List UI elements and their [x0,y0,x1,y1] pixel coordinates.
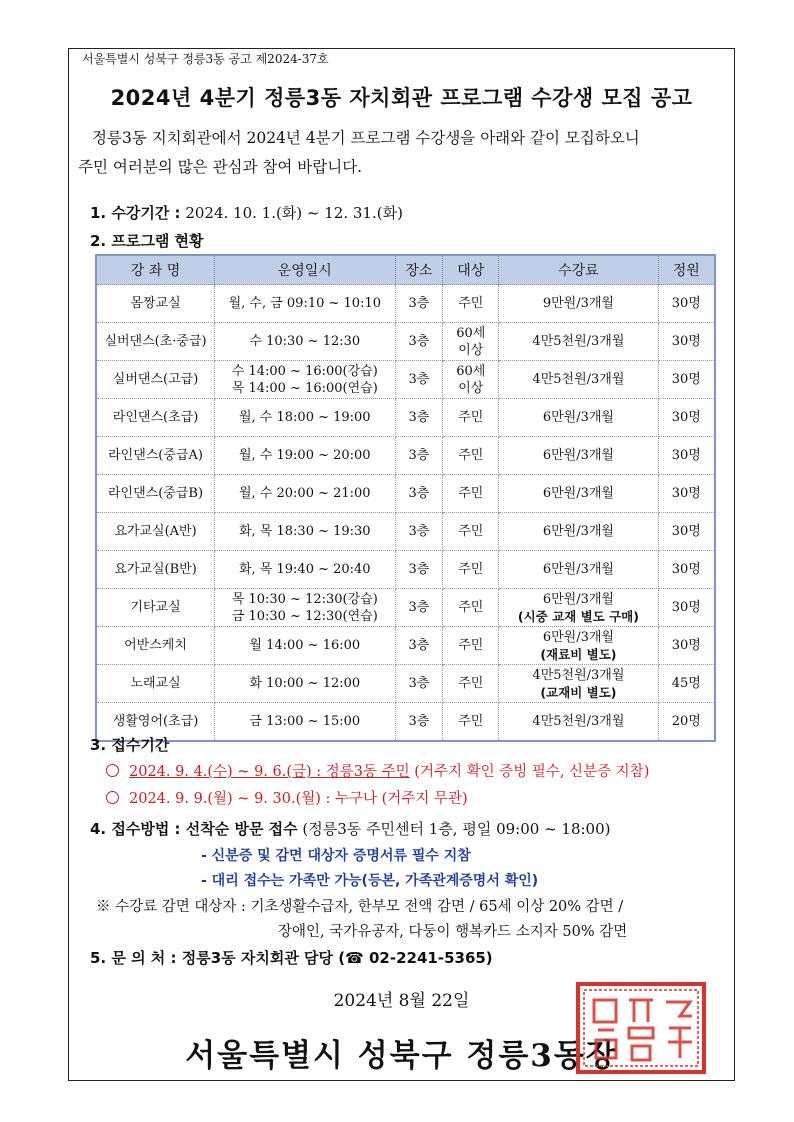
target-text: 60세 [456,325,486,341]
method-note-1: - 신분증 및 감면 대상자 증명서류 필수 지참 [201,848,471,864]
fee-text: 4만5천원/3개월 [532,667,625,683]
schedule-text: 수 14:00 ~ 16:00(강습) [231,363,378,379]
section-2-label: 2. 프로그램 현황 [90,232,204,250]
course-name-text: 라인댄스(초급) [112,410,199,425]
cell-schedule [215,361,395,399]
schedule-text: 금 10:30 ~ 12:30(연습) [231,608,378,624]
cell-fee [499,703,658,742]
cell-fee [499,551,658,589]
table-row [96,323,715,361]
cell-fee [499,285,658,323]
intro-line-2: 주민 여러분의 많은 관심과 참여 바랍니다. [78,158,363,176]
capacity-text: 30명 [671,562,701,577]
table-row [96,285,715,323]
cell-schedule [215,703,395,742]
target-text: 주민 [458,486,484,501]
cell-capacity [658,285,715,323]
place-text: 3층 [408,638,430,653]
table-header-row [96,255,715,285]
cell-place [395,285,443,323]
schedule-text: 화 10:00 ~ 12:00 [249,676,361,691]
schedule-text: 월, 수 18:00 ~ 19:00 [238,410,371,425]
fee-text: 9만원/3개월 [542,296,614,311]
cell-target [443,665,499,703]
section-4-label: 4. 접수방법 : 선착순 방문 접수 [90,820,298,838]
official-seal [574,980,708,1076]
section-4-detail: (정릉3동 주민센터 1층, 평일 09:00 ~ 18:00) [297,820,611,838]
cell-target [443,323,499,361]
capacity-text: 30명 [671,410,701,425]
notice-number: 서울특별시 성북구 정릉3동 공고 제2024-37호 [82,52,329,66]
fee-text: 6만원/3개월 [542,524,614,539]
cell-place [395,513,443,551]
cell-schedule [215,589,395,627]
reception-period-1-note: (거주지 확인 증빙 필수, 신분증 지참) [409,764,650,780]
program-table [95,254,716,742]
capacity-text: 30명 [671,486,701,501]
schedule-text: 월, 수 19:00 ~ 20:00 [238,448,371,463]
reception-period-2-text: 2024. 9. 9.(월) ~ 9. 30.(월) : 누구나 (거주지 무관) [129,791,468,807]
capacity-text: 30명 [671,638,701,653]
target-text: 주민 [458,676,484,691]
fee-text: 6만원/3개월 [542,486,614,501]
fee-text: 6만원/3개월 [542,591,614,607]
place-text: 3층 [408,410,430,425]
cell-target [443,703,499,742]
section-1 [90,202,403,223]
table-row [96,399,715,437]
cell-schedule [215,437,395,475]
section-3-label: 3. 접수기간 [90,736,170,754]
section-1-value: 2024. 10. 1.(화) ~ 12. 31.(화) [180,204,403,222]
intro-paragraph [78,124,728,182]
discount-line-2: 장애인, 국가유공자, 다둥이 행복카드 소지자 50% 감면 [278,924,628,940]
cell-capacity [658,513,715,551]
cell-fee [499,589,658,627]
cell-schedule [215,399,395,437]
cell-schedule [215,285,395,323]
cell-target [443,437,499,475]
place-text: 3층 [408,562,430,577]
cell-course-name [96,399,215,437]
course-name-text: 요가교실(A반) [114,524,197,539]
place-text: 3층 [408,448,430,463]
header-fee: 수강료 [499,255,658,285]
course-name-text: 라인댄스(중급B) [108,486,204,501]
fee-text: 4만5천원/3개월 [532,714,625,729]
place-text: 3층 [408,600,430,615]
fee-text: 4만5천원/3개월 [532,372,625,387]
section-1-label: 1. 수강기간 : [90,204,181,222]
reception-period-1-main: 2024. 9. 4.(수) ~ 9. 6.(금) : 정릉3동 주민 [129,764,410,780]
fee-text: 6만원/3개월 [542,448,614,463]
cell-place [395,627,443,665]
table-row [96,437,715,475]
circle-bullet-icon [106,791,119,804]
cell-place [395,437,443,475]
cell-place [395,323,443,361]
table-row [96,665,715,703]
cell-schedule [215,323,395,361]
target-text: 주민 [458,524,484,539]
schedule-text: 목 10:30 ~ 12:30(강습) [231,591,378,607]
table-row [96,361,715,399]
target-text: 이상 [458,342,484,358]
course-name-text: 라인댄스(중급A) [108,448,203,463]
target-text: 주민 [458,638,484,653]
target-text: 60세 [456,363,486,379]
target-text: 이상 [458,380,484,396]
place-text: 3층 [408,676,430,691]
cell-place [395,665,443,703]
table-row [96,589,715,627]
course-name-text: 노래교실 [130,676,181,691]
cell-target [443,475,499,513]
cell-schedule [215,551,395,589]
reception-period-1 [106,760,649,781]
target-text: 주민 [458,410,484,425]
target-text: 주민 [458,562,484,577]
cell-course-name [96,589,215,627]
place-text: 3층 [408,372,430,387]
capacity-text: 30명 [671,334,701,349]
cell-course-name [96,323,215,361]
cell-target [443,551,499,589]
cell-fee [499,437,658,475]
cell-fee [499,399,658,437]
cell-schedule [215,475,395,513]
schedule-text: 월, 수 20:00 ~ 21:00 [238,486,371,501]
course-name-text: 실버댄스(고급) [112,372,199,387]
header-target: 대상 [443,255,499,285]
capacity-text: 30명 [671,296,701,311]
program-table-body [96,285,715,742]
target-text: 주민 [458,714,484,729]
course-name-text: 어반스케치 [124,638,187,653]
cell-capacity [658,361,715,399]
fee-text: 6만원/3개월 [542,629,614,645]
schedule-text: 수 10:30 ~ 12:30 [249,334,361,349]
cell-course-name [96,475,215,513]
discount-line-1: ※ 수강료 감면 대상자 : 기초생활수급자, 한부모 전액 감면 / 65세 이상 20% 감면 / [96,899,624,915]
capacity-text: 30명 [671,448,701,463]
method-note-2: - 대리 접수는 가족만 가능(등본, 가족관계증명서 확인) [201,873,539,889]
cell-capacity [658,665,715,703]
cell-fee [499,475,658,513]
cell-target [443,589,499,627]
cell-fee [499,627,658,665]
fee-text: 4만5천원/3개월 [532,334,625,349]
cell-capacity [658,589,715,627]
cell-course-name [96,627,215,665]
course-name-text: 실버댄스(초·중급) [104,334,207,349]
section-4 [90,818,611,839]
cell-course-name [96,513,215,551]
cell-place [395,551,443,589]
cell-place [395,589,443,627]
cell-capacity [658,551,715,589]
schedule-text: 월, 수, 금 09:10 ~ 10:10 [228,296,381,311]
place-text: 3층 [408,714,430,729]
cell-course-name [96,551,215,589]
cell-schedule [215,513,395,551]
place-text: 3층 [408,486,430,501]
capacity-text: 30명 [671,524,701,539]
table-row [96,627,715,665]
cell-course-name [96,437,215,475]
cell-schedule [215,665,395,703]
course-name-text: 요가교실(B반) [114,562,197,577]
course-name-text: 기타교실 [130,600,181,615]
intro-line-1: 정릉3동 지치회관에서 2024년 4분기 프로그램 수강생을 아래와 같이 모집하오니 [92,129,640,147]
cell-target [443,513,499,551]
cell-fee [499,361,658,399]
reception-period-2 [106,787,468,808]
fee-text: 6만원/3개월 [542,410,614,425]
cell-capacity [658,627,715,665]
table-row [96,475,715,513]
cell-course-name [96,665,215,703]
cell-place [395,361,443,399]
header-place: 장소 [395,255,443,285]
circle-bullet-icon [106,764,119,777]
header-schedule: 운영일시 [215,255,395,285]
section-5-label: 5. 문 의 처 : 정릉3동 자치회관 담당 (☎ 02-2241-5365) [90,949,493,967]
cell-capacity [658,399,715,437]
capacity-text: 30명 [671,372,701,387]
cell-target [443,399,499,437]
course-name-text: 몸짱교실 [130,296,181,311]
cell-capacity [658,475,715,513]
cell-course-name [96,361,215,399]
cell-target [443,285,499,323]
fee-text: (재료비 별도) [540,646,617,662]
place-text: 3층 [408,334,430,349]
schedule-text: 금 13:00 ~ 15:00 [249,714,361,729]
cell-capacity [658,703,715,742]
schedule-text: 목 14:00 ~ 16:00(연습) [231,380,378,396]
cell-place [395,475,443,513]
notice-date: 2024년 8월 22일 [333,991,470,1011]
cell-target [443,627,499,665]
table-row [96,513,715,551]
target-text: 주민 [458,600,484,615]
schedule-text: 월 14:00 ~ 16:00 [249,638,361,653]
capacity-text: 20명 [671,714,701,729]
cell-place [395,703,443,742]
capacity-text: 45명 [671,676,701,691]
course-name-text: 생활영어(초급) [112,714,199,729]
fee-text: 6만원/3개월 [542,562,614,577]
place-text: 3층 [408,296,430,311]
cell-capacity [658,437,715,475]
capacity-text: 30명 [671,600,701,615]
issuer-name: 서울특별시 성북구 정릉3동장 [185,1038,618,1074]
cell-schedule [215,627,395,665]
fee-text: (교재비 별도) [540,684,617,700]
header-capacity: 정원 [658,255,715,285]
schedule-text: 화, 목 19:40 ~ 20:40 [238,562,371,577]
cell-fee [499,665,658,703]
cell-fee [499,323,658,361]
cell-course-name [96,285,215,323]
cell-fee [499,513,658,551]
cell-capacity [658,323,715,361]
table-row [96,551,715,589]
schedule-text: 화, 목 18:30 ~ 19:30 [238,524,371,539]
cell-place [395,399,443,437]
target-text: 주민 [458,296,484,311]
table-row [96,703,715,742]
header-course: 강 좌 명 [96,255,215,285]
page-title: 2024년 4분기 정릉3동 자치회관 프로그램 수강생 모집 공고 [110,86,693,110]
place-text: 3층 [408,524,430,539]
cell-target [443,361,499,399]
target-text: 주민 [458,448,484,463]
fee-text: (시중 교재 별도 구매) [517,608,639,624]
